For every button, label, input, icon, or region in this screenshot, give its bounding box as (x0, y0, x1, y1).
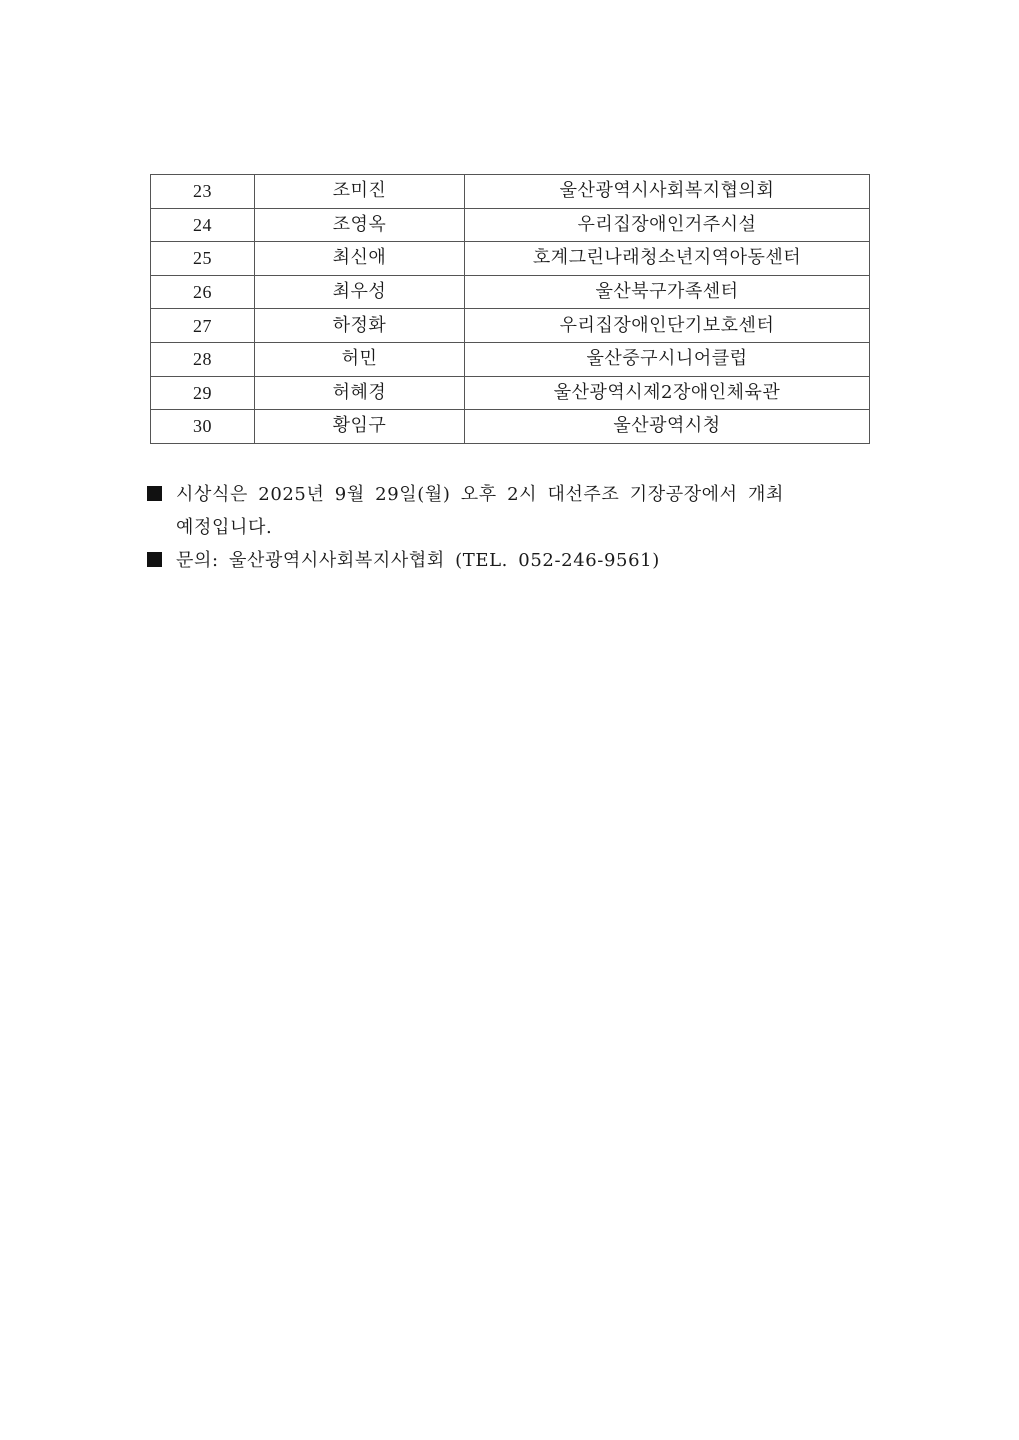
ceremony-note (147, 478, 847, 544)
square-bullet-icon (147, 486, 162, 501)
table-row (151, 376, 870, 410)
table-row (151, 208, 870, 242)
contact-note-text: 문의: 울산광역시사회복지사협회 (TEL. 052-246-9561) (176, 550, 660, 571)
table-row (151, 342, 870, 376)
awardee-name: 조미진 (255, 175, 465, 209)
awardee-organization: 울산북구가족센터 (465, 275, 870, 309)
row-number: 27 (151, 309, 255, 343)
row-number: 26 (151, 275, 255, 309)
awardee-name: 허민 (255, 342, 465, 376)
row-number: 28 (151, 342, 255, 376)
contact-note (147, 544, 847, 577)
ceremony-note-line2: 예정입니다. (176, 517, 273, 538)
awardee-organization: 울산광역시사회복지협의회 (465, 175, 870, 209)
awardee-organization: 우리집장애인단기보호센터 (465, 309, 870, 343)
row-number: 30 (151, 410, 255, 444)
square-bullet-icon (147, 552, 162, 567)
row-number: 25 (151, 242, 255, 276)
ceremony-note-line1: 시상식은 2025년 9월 29일(월) 오후 2시 대선주조 기장공장에서 개최 (176, 484, 784, 505)
table-row (151, 309, 870, 343)
table-row (151, 275, 870, 309)
row-number: 24 (151, 208, 255, 242)
awardee-name: 최우성 (255, 275, 465, 309)
ceremony-note-text (176, 478, 847, 544)
table-row (151, 242, 870, 276)
awardee-organization: 울산광역시청 (465, 410, 870, 444)
awardee-organization: 울산중구시니어클럽 (465, 342, 870, 376)
table-row (151, 410, 870, 444)
awardee-organization: 우리집장애인거주시설 (465, 208, 870, 242)
awardee-name: 허혜경 (255, 376, 465, 410)
row-number: 29 (151, 376, 255, 410)
awardee-organization: 호계그린나래청소년지역아동센터 (465, 242, 870, 276)
awardee-name: 최신애 (255, 242, 465, 276)
awardee-organization: 울산광역시제2장애인체육관 (465, 376, 870, 410)
awardee-name: 조영옥 (255, 208, 465, 242)
awardee-table (150, 174, 870, 444)
awardee-name: 하정화 (255, 309, 465, 343)
table-row (151, 175, 870, 209)
notes-section (147, 478, 847, 577)
awardee-name: 황임구 (255, 410, 465, 444)
row-number: 23 (151, 175, 255, 209)
